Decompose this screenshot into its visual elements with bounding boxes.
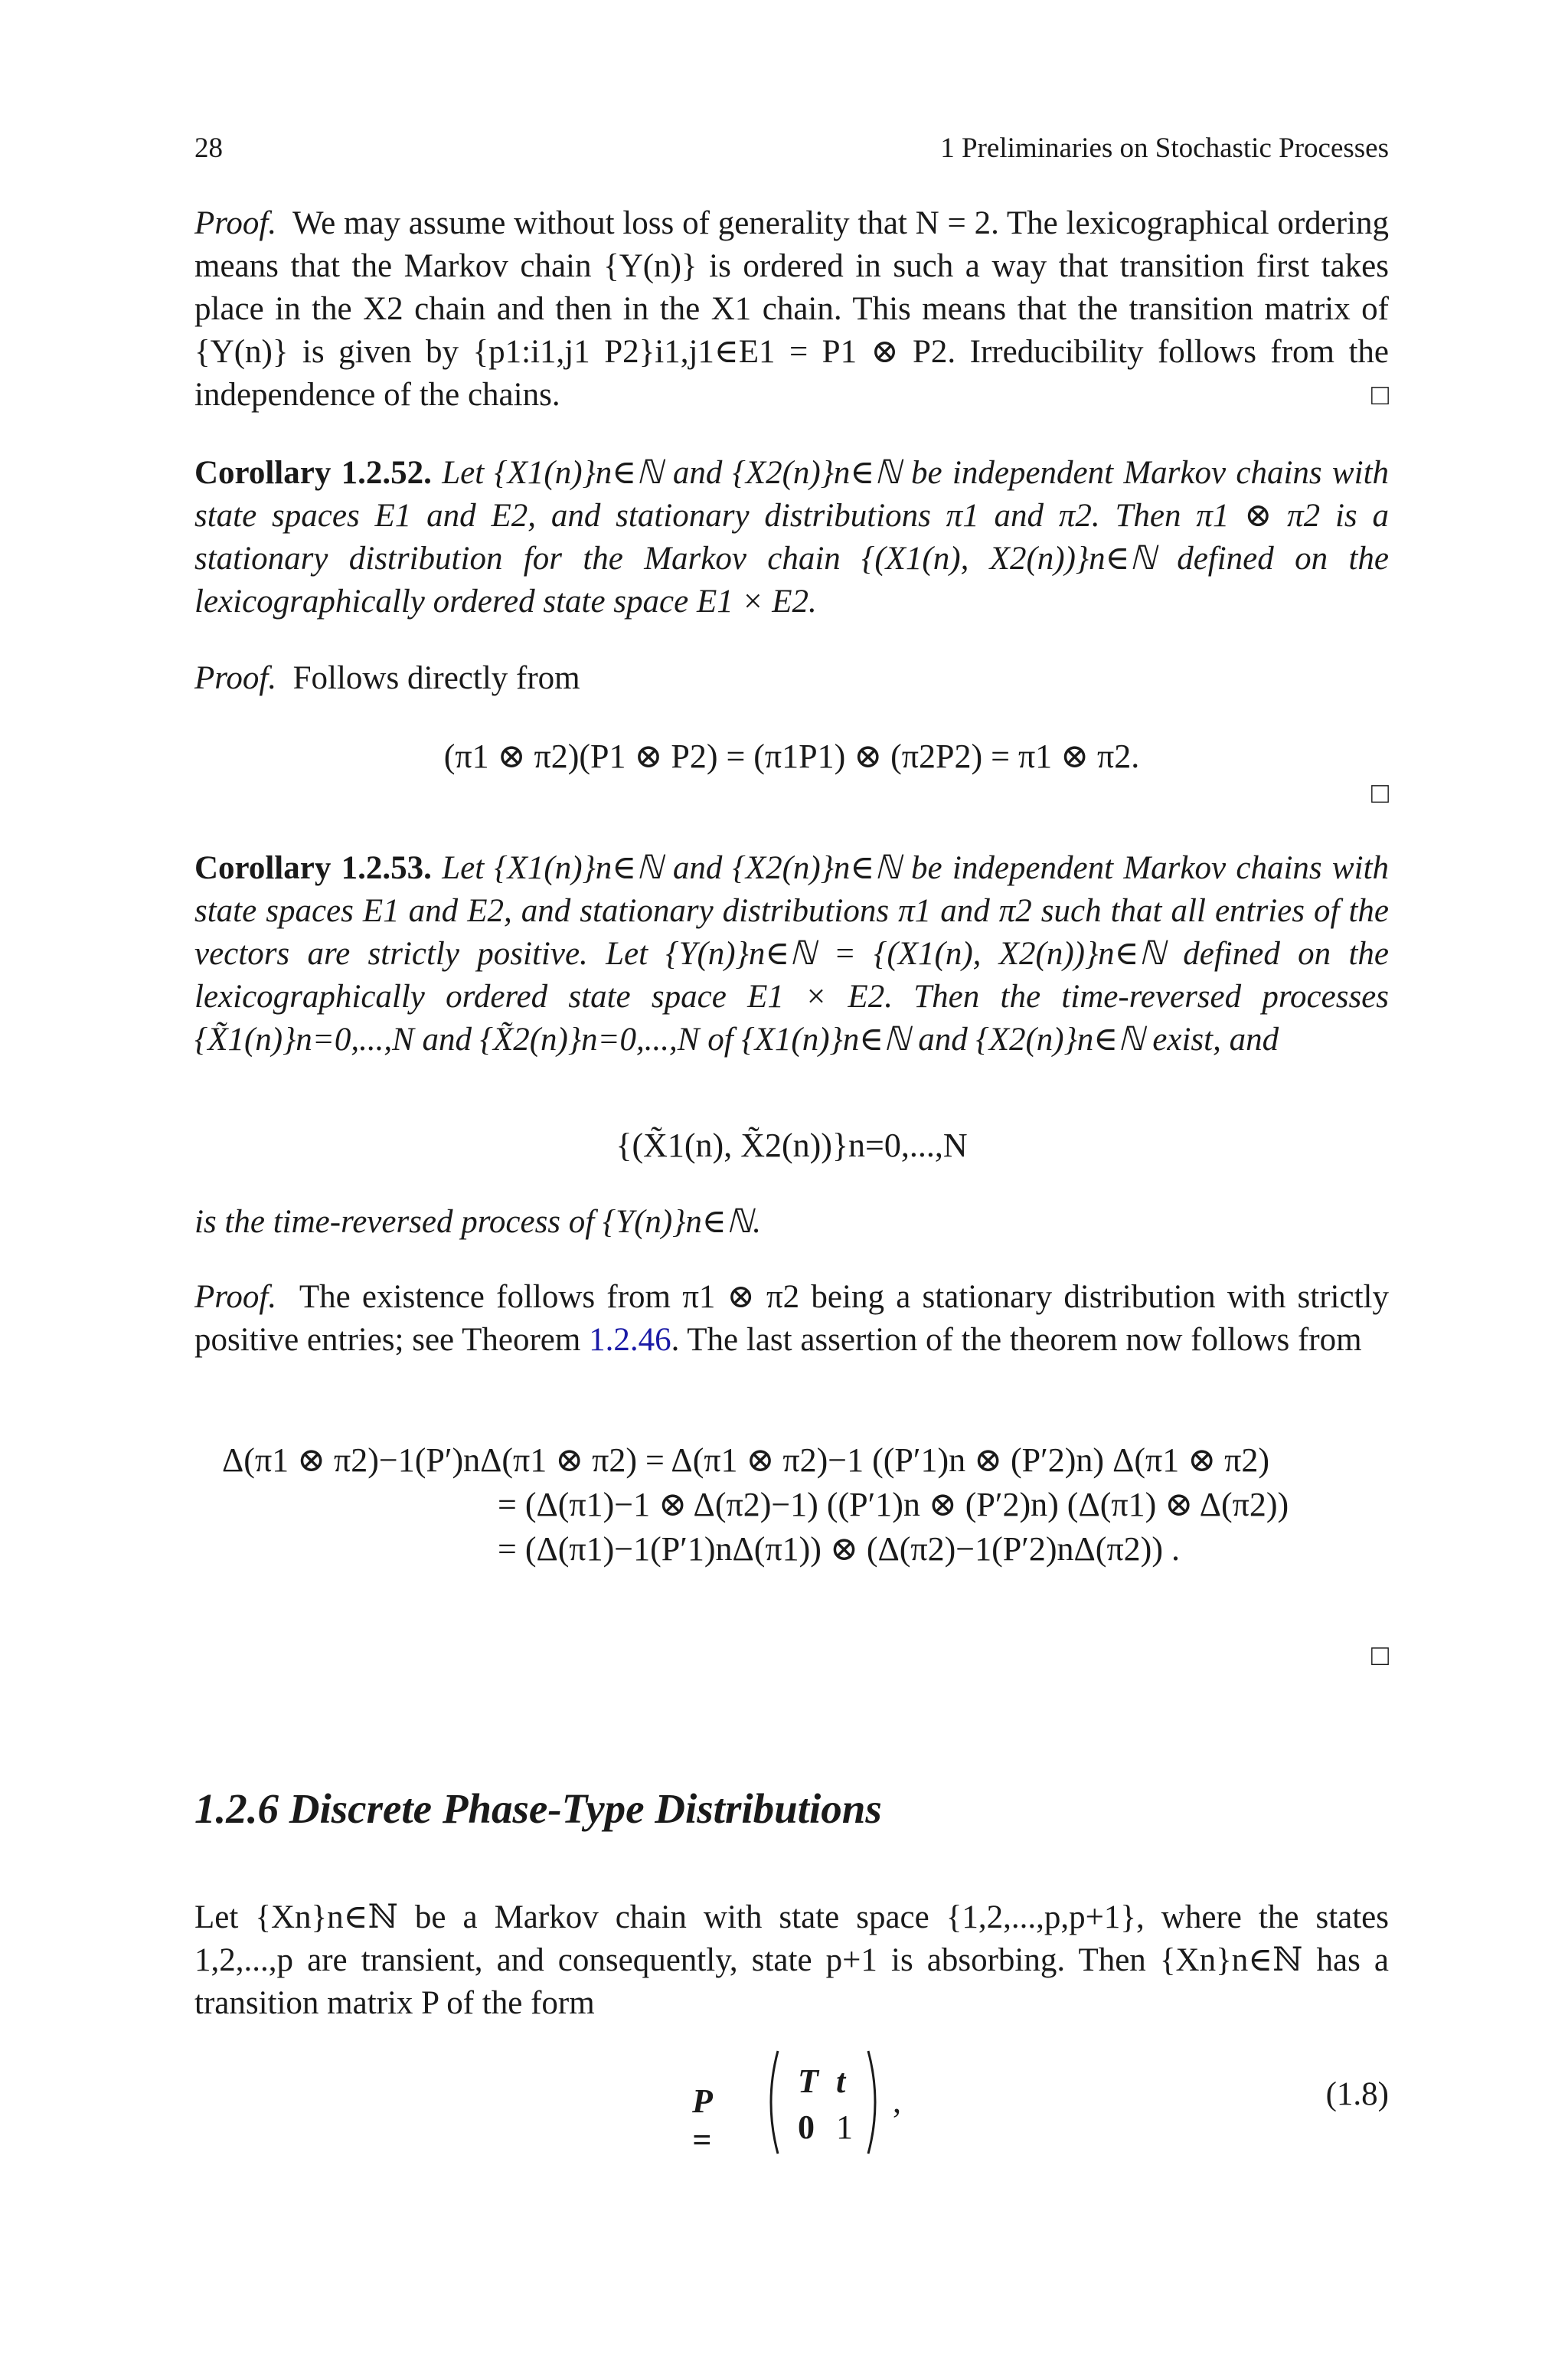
corollary-text: Let {X1(n)}n∈ℕ and {X2(n)}n∈ℕ be independent Markov chains with state spaces E1 and E2, and stationary distributions π1 and π2 such that all entries of the vectors are strictly positive. Let {Y(n)}n∈ℕ = {(X1(n), X2(n))}n∈ℕ defined on the lexicographically ordered state space E1 × E2. Then the time-reversed processes {X̃1(n)}n=0,...,N and {X̃2(n)}n=0,...,N of {X1(n)}n∈ℕ and {X2(n)}n∈ℕ exist, and xyxy=(194,850,1390,1058)
phase-type-text: Let {Xn}n∈ℕ be a Markov chain with state space {1,2,...,p,p+1}, where the states 1,2,...,p are transient, and consequently, state p+1 is absorbing. Then {Xn}n∈ℕ has a transition matrix P of the form xyxy=(194,1899,1389,2021)
qed-symbol: □ xyxy=(1371,379,1389,411)
equation-number: (1.8) xyxy=(1325,2076,1389,2112)
corollary-text: Let {X1(n)}n∈ℕ and {X2(n)}n∈ℕ be independent Markov chains with state spaces E1 and E2, and stationary distributions π1 and π2. Then π1 ⊗ π2 is a stationary distribution for the Markov chain {(X1(n), X2(n))}n∈ℕ defined on the lexicographically ordered state space E1 × E2. xyxy=(194,455,1390,620)
equation-line-3: = (Δ(π1)−1(P′1)nΔ(π1)) ⊗ (Δ(π2)−1(P′2)nΔ(π2)) . xyxy=(498,1530,1180,1568)
matrix-comma: , xyxy=(893,2082,901,2120)
corollary-1-2-53 xyxy=(194,847,1389,1061)
phase-type-paragraph xyxy=(194,1896,1389,2025)
qed-symbol: □ xyxy=(1371,1640,1389,1672)
transition-matrix-equation xyxy=(194,2037,1389,2160)
corollary-label: Corollary 1.2.53. xyxy=(194,850,432,886)
svg-text:T: T xyxy=(798,2062,818,2100)
theorem-reference-link[interactable]: 1.2.46 xyxy=(589,1322,671,1358)
proof-paragraph-3 xyxy=(194,1276,1389,1362)
matrix-lhs: P = xyxy=(692,2082,712,2159)
proof-text-after-ref: . The last assertion of the theorem now follows from xyxy=(671,1322,1362,1358)
page-number: 28 xyxy=(194,132,223,164)
time-reversal-equation-block xyxy=(222,1438,1289,1572)
svg-text:1: 1 xyxy=(836,2108,853,2146)
corollary-conclusion xyxy=(194,1201,1389,1244)
section-heading: 1.2.6 Discrete Phase-Type Distributions xyxy=(194,1785,882,1832)
proof-text-before-ref: The existence follows from π1 ⊗ π2 being a stationary distribution with strictly positive entries; see Theorem xyxy=(194,1279,1389,1358)
svg-text:0: 0 xyxy=(798,2108,815,2146)
proof-text: We may assume without loss of generality that N = 2. The lexicographical ordering means that the Markov chain {Y(n)} is ordered in such a way that transition first takes place in the X2 chain and then in the X1 chain. This means that the transition matrix of {Y(n)} is given by {p1:i1,j1 P2}i1,j1∈E1 = P1 ⊗ P2. Irreducibility follows from the independence of the chains. xyxy=(194,205,1389,413)
stationary-product-equation: (π1 ⊗ π2)(P1 ⊗ P2) = (π1P1) ⊗ (π2P2) = π1 ⊗ π2. xyxy=(443,738,1140,775)
equation-line-1: Δ(π1 ⊗ π2)−1(P′)nΔ(π1 ⊗ π2) = Δ(π1 ⊗ π2)−1 ((P′1)n ⊗ (P′2)n) Δ(π1 ⊗ π2) xyxy=(222,1441,1269,1479)
qed-symbol: □ xyxy=(1371,777,1389,810)
proof-label: Proof. xyxy=(194,1279,277,1315)
time-reversed-process-display: {(X̃1(n), X̃2(n))}n=0,...,N xyxy=(616,1127,968,1164)
corollary-conclusion-text: is the time-reversed process of {Y(n)}n∈ℕ. xyxy=(194,1204,761,1240)
proof-text: Follows directly from xyxy=(292,660,580,696)
proof-label: Proof. xyxy=(194,660,277,696)
running-title: 1 Preliminaries on Stochastic Processes xyxy=(940,132,1389,164)
proof-label: Proof. xyxy=(194,205,277,241)
running-header xyxy=(194,132,1389,167)
proof-paragraph-2 xyxy=(194,657,1389,700)
corollary-1-2-52 xyxy=(194,452,1389,623)
corollary-label: Corollary 1.2.52. xyxy=(194,455,432,491)
equation-line-3-wrap xyxy=(222,1527,1289,1572)
equation-line-2-wrap xyxy=(222,1483,1289,1527)
matrix-brackets xyxy=(761,2045,891,2160)
equation-line-2: = (Δ(π1)−1 ⊗ Δ(π2)−1) ((P′1)n ⊗ (P′2)n) (Δ(π1) ⊗ Δ(π2)) xyxy=(498,1486,1289,1523)
svg-text:t: t xyxy=(836,2062,846,2100)
proof-paragraph-1 xyxy=(194,202,1389,417)
